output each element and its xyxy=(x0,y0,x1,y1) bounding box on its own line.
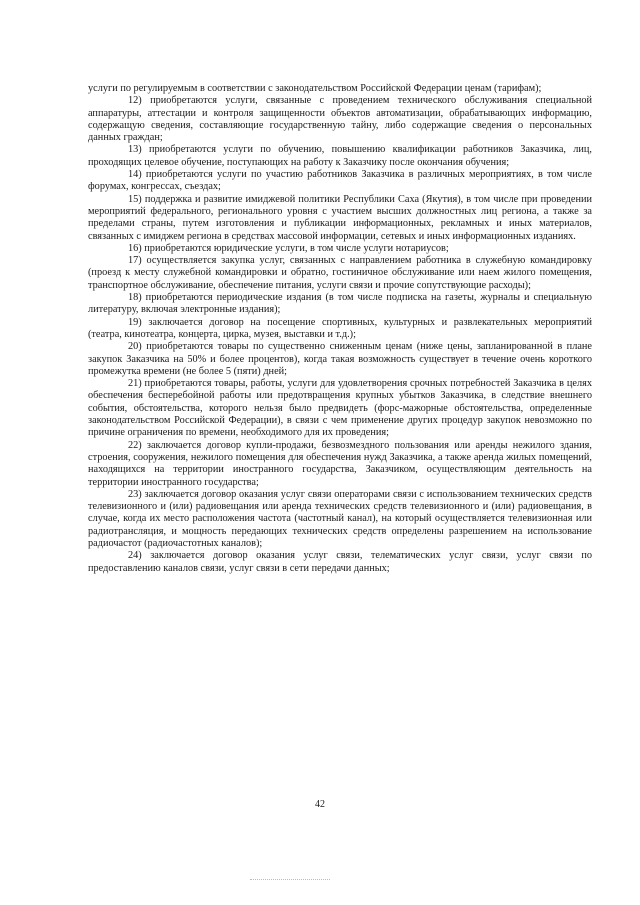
scan-artifact-line xyxy=(250,879,330,881)
clause-paragraph: услуги по регулируемым в соответствии с законодательством Российской Федерации ценам (тарифам); xyxy=(88,83,542,94)
clause-paragraph: 16) приобретаются юридические услуги, в том числе услуги нотариусов; xyxy=(128,242,449,254)
clause-paragraph: 21) приобретаются товары, работы, услуги для удовлетворения срочных потребностей Заказчика в целях обеспечения бесперебойной работы или предотвращения крупных убытков Заказчика, в следствие внешнего события, обстоятельства, которого нельзя было предвидеть (форс-мажорные обстоятельства, определенные законодательством Российской Федерации), в связи с чем применение других процедур закупок невозможно по причине ограничения по времени, необходимого для их проведения; xyxy=(88,378,592,439)
clause-paragraph: 20) приобретаются товары по существенно сниженным ценам (ниже цены, запланированной в плане закупок Заказчика на 50% и более процентов), когда такая возможность существует в течение очень короткого промежутка времени (не более 5 (пяти) дней; xyxy=(88,341,592,377)
document-body xyxy=(88,83,592,575)
clause-paragraph: 18) приобретаются периодические издания (в том числе подписка на газеты, журналы и специальную литературу, включая электронные издания); xyxy=(88,292,592,316)
clause-paragraph: 22) заключается договор купли-продажи, безвозмездного пользования или аренды нежилого здания, строения, сооружения, нежилого помещения для обеспечения нужд Заказчика, а также аренда жилых помещений, находящихся на территории иностранного государства, Заказчиком, осуществляющим деятельность на территории иностранного государства; xyxy=(88,439,592,488)
clause-paragraph: 23) заключается договор оказания услуг связи операторами связи с использованием технических средств телевизионного и (или) радиовещания или аренда технических средств телевизионного и (или) радиовещания, в случае, когда их место расположения частота (частотный канал), на который осуществляется телевизионная или радиотрансляция, и мощность передающих технических средств определены разрешением на использование радиочастот (радиочастотных каналов); xyxy=(88,488,592,549)
page-number: 42 xyxy=(315,799,325,810)
clause-paragraph: 12) приобретаются услуги, связанные с проведением технического обслуживания специальной аппаратуры, аттестации и контроля защищенности объектов автоматизации, обрабатывающих информацию, содержащую сведения, составляющие государственную тайну, либо содержащие сведения о персональных данных граждан; xyxy=(88,95,592,144)
clause-paragraph: 14) приобретаются услуги по участию работников Заказчика в различных мероприятиях, в том числе форумах, конгрессах, съездах; xyxy=(88,169,592,193)
clause-paragraph: 19) заключается договор на посещение спортивных, культурных и развлекательных мероприятий (театра, кинотеатра, концерта, цирка, музея, выставки и т.д.); xyxy=(88,316,592,340)
clause-paragraph: 17) осуществляется закупка услуг, связанных с направлением работника в служебную командировку (проезд к месту служебной командировки и обратно, гостиничное обслуживание или наем жилого помещения, транспортное обслуживание, обеспечение питания, услуги связи и прочие сопутствующие расходы); xyxy=(88,255,592,291)
clause-paragraph: 24) заключается договор оказания услуг связи, телематических услуг связи, услуг связи по предоставлению каналов связи, услуг связи в сети передачи данных; xyxy=(88,550,592,574)
clause-paragraph: 13) приобретаются услуги по обучению, повышению квалификации работников Заказчика, лиц, проходящих целевое обучение, поступающих на работу к Заказчику после окончания обучения; xyxy=(88,144,592,168)
clause-paragraph: 15) поддержка и развитие имиджевой политики Республики Саха (Якутия), в том числе при проведении мероприятий федерального, регионального уровня с участием высших должностных лиц региона, а также за пределами страны, путем изготовления и публикации информационных, рекламных и иных материалов, связанных с имиджем региона в средствах массовой информации, сетевых и иных информационных изданиях. xyxy=(88,193,592,242)
